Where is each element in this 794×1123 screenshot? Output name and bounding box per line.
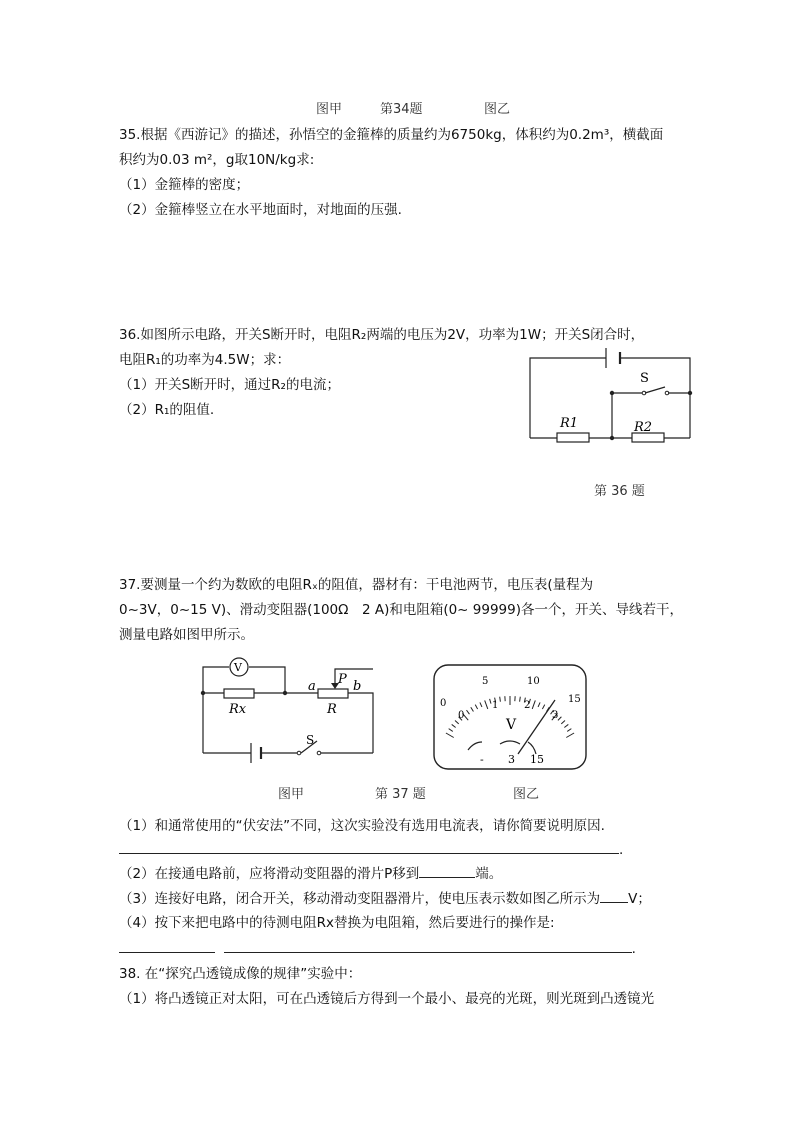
q37-figure-caption: 第 37 题 [375, 787, 426, 802]
dial-tick [558, 717, 561, 721]
q37-voltmeter-symbol: V [234, 661, 242, 674]
q37-item1: （1）和通常使用的“伏安法”不同，这次实验没有选用电流表，请你简要说明原因. [119, 818, 605, 834]
q37-figure-b-caption: 图乙 [513, 787, 540, 802]
q38-item1: （1）将凸透镜正对太阳，可在凸透镜后方得到一个最小、最亮的光斑，则光斑到凸透镜光 [119, 991, 655, 1007]
q37-switch-label: S [306, 733, 315, 747]
q36-r1-label: R1 [560, 416, 579, 431]
q36-r2-label: R2 [634, 420, 653, 435]
q36-switch-label: S [640, 371, 649, 386]
q35-line1: 35.根据《西游记》的描述，孙悟空的金箍棒的质量约为6750kg，体积约为0.2m³，横截面 [119, 127, 664, 143]
q37-item3-blank[interactable] [600, 888, 628, 903]
q37-item2 [119, 863, 502, 884]
q37-item4-period: . [631, 941, 636, 957]
q37-item2-suffix: 端。 [475, 866, 503, 882]
q37-item1-period: . [619, 842, 624, 858]
figure-caption-left: 图甲 [316, 102, 343, 117]
q36-figure-caption: 第 36 题 [594, 484, 645, 499]
q37-terminal-minus: - [480, 753, 484, 766]
q37-circuit-diagram [195, 655, 385, 775]
q36-line2: 电阻R₁的功率为4.5W；求： [119, 352, 291, 368]
q37-outer-tick-0: 0 [440, 698, 447, 709]
q36-item2: （2）R₁的阻值. [119, 402, 215, 418]
q37-dial-unit: V [506, 717, 517, 733]
q37-item2-prefix: （2）在接通电路前，应将滑动变阻器的滑片P移到 [119, 866, 420, 882]
q37-line2: 0~3V，0~15 V)、滑动变阻器(100Ω 2 A)和电阻箱(0~ 99999)各一个，开关、导线若干， [119, 602, 683, 618]
q37-rx-label: Rx [229, 702, 247, 717]
q37-item4: （4）按下来把电路中的待测电阻Rx替换为电阻箱，然后要进行的操作是: [119, 915, 555, 931]
dial-tick [449, 729, 453, 732]
q37-outer-tick-15: 15 [568, 694, 581, 705]
q37-figure-a-caption: 图甲 [278, 787, 305, 802]
q37-item4-answer-line[interactable] [119, 938, 636, 959]
dial-tick [467, 710, 470, 714]
dial-tick [532, 700, 535, 708]
figure-caption-right: 图乙 [484, 102, 511, 117]
q35-line2: 积约为0.03 m²，g取10N/kg求: [119, 152, 315, 168]
dial-tick [520, 697, 521, 702]
dial-tick [561, 720, 565, 723]
dial-tick [471, 707, 474, 711]
q37-voltmeter-dial [430, 662, 590, 774]
q37-item3-prefix: （3）连接好电路，闭合开关，移动滑动变阻器滑片，使电压表示数如图乙所示为 [119, 891, 601, 907]
q37-inner-tick-2: 2 [524, 700, 531, 711]
dial-tick [475, 705, 477, 709]
dial-tick [500, 697, 501, 702]
q35-item1: （1）金箍棒的密度； [119, 177, 250, 193]
dial-tick [567, 729, 571, 732]
figure-caption-center: 第34题 [380, 102, 423, 117]
dial-tick [446, 733, 454, 738]
q37-item3-suffix: V； [628, 891, 651, 907]
q37-outer-tick-10: 10 [527, 676, 540, 687]
q37-inner-tick-1: 1 [492, 700, 499, 711]
q37-item3 [119, 888, 651, 909]
dial-tick [480, 702, 482, 707]
q36-circuit-diagram [520, 340, 710, 450]
q38-line1: 38. 在“探究凸透镜成像的规律”实验中： [119, 966, 362, 982]
q37-inner-tick-3: 3 [552, 710, 559, 721]
dial-tick [538, 702, 540, 707]
q37-b-label: b [353, 679, 362, 694]
q37-terminal-3: 3 [508, 753, 515, 766]
q37-terminal-15: 15 [530, 753, 544, 766]
q37-r-label: R [327, 702, 337, 717]
q37-inner-tick-0: 0 [458, 710, 465, 721]
q37-a-label: a [308, 679, 316, 694]
q37-outer-tick-5: 5 [482, 676, 489, 687]
q35-item2: （2）金箍棒竖立在水平地面时，对地面的压强. [119, 202, 402, 218]
q37-item1-answer-line[interactable] [119, 839, 623, 860]
q36-item1: （1）开关S断开时，通过R₂的电流； [119, 377, 340, 393]
q37-item2-blank[interactable] [419, 863, 475, 878]
dial-tick [485, 700, 488, 708]
q37-line3: 测量电路如图甲所示。 [119, 627, 254, 643]
dial-tick [452, 724, 456, 727]
dial-tick [564, 724, 568, 727]
q36-line1: 36.如图所示电路，开关S断开时，电阻R₂两端的电压为2V，功率为1W；开关S闭合时， [119, 327, 645, 343]
q37-line1: 37.要测量一个约为数欧的电阻Rₓ的阻值，器材有：干电池两节，电压表(量程为 [119, 577, 594, 593]
dial-tick [490, 699, 491, 704]
dial-tick [542, 705, 544, 709]
q37-p-label: P [338, 672, 347, 687]
dial-tick [566, 733, 574, 738]
